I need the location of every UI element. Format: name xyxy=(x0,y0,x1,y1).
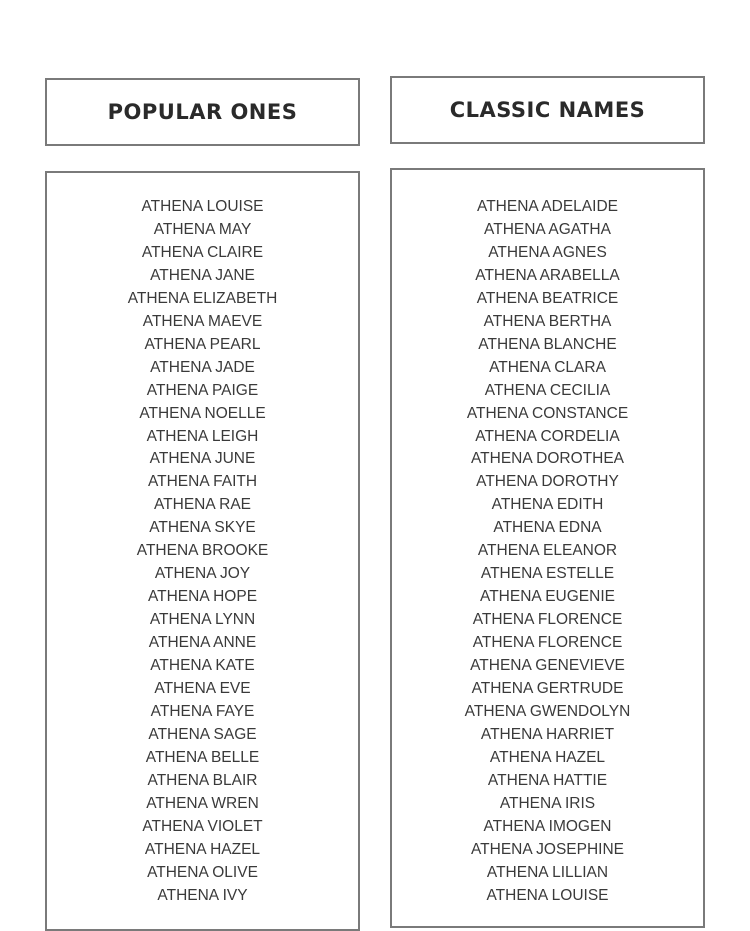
name-list-item: ATHENA DOROTHY xyxy=(476,473,619,491)
popular-ones-list xyxy=(47,196,358,908)
name-list-item: ATHENA AGATHA xyxy=(484,220,611,238)
name-list-item: ATHENA HAZEL xyxy=(489,748,606,766)
classic-names-title: CLASSIC NAMES xyxy=(449,98,646,122)
name-list-item: ATHENA EDITH xyxy=(491,496,604,514)
name-list-item: ATHENA JOSEPHINE xyxy=(470,840,625,858)
name-list-item: ATHENA FAITH xyxy=(147,473,258,491)
popular-ones-header xyxy=(45,78,360,146)
name-list-item: ATHENA FAYE xyxy=(150,702,255,720)
name-list-item: ATHENA LEIGH xyxy=(146,427,259,445)
popular-ones-list-box xyxy=(45,171,360,931)
name-list-item: ATHENA PEARL xyxy=(144,335,261,353)
classic-names-header xyxy=(390,76,705,144)
name-list-item: ATHENA DOROTHEA xyxy=(470,450,624,468)
name-list-item: ATHENA VIOLET xyxy=(142,817,263,835)
name-list-item: ATHENA ELEANOR xyxy=(477,542,618,560)
name-list-item: ATHENA BLANCHE xyxy=(478,335,617,353)
name-list-item: ATHENA EDNA xyxy=(493,519,602,537)
name-list-item: ATHENA LOUISE xyxy=(486,886,609,904)
name-list-item: ATHENA HATTIE xyxy=(487,771,608,789)
name-list-item: ATHENA IRIS xyxy=(499,794,596,812)
name-list-item: ATHENA JADE xyxy=(150,358,255,376)
popular-ones-title: POPULAR ONES xyxy=(107,100,298,124)
name-list-item: ATHENA HAZEL xyxy=(144,840,261,858)
name-list-item: ATHENA FLORENCE xyxy=(472,634,623,652)
name-list-item: ATHENA CECILIA xyxy=(484,381,611,399)
name-list-item: ATHENA CLARA xyxy=(489,358,606,376)
name-list-item: ATHENA HOPE xyxy=(147,588,258,606)
name-list-item: ATHENA KATE xyxy=(150,657,255,675)
name-list-item: ATHENA EUGENIE xyxy=(480,588,615,606)
name-list-item: ATHENA GWENDOLYN xyxy=(464,702,631,720)
name-list-item: ATHENA BLAIR xyxy=(147,771,258,789)
name-list-item: ATHENA RAE xyxy=(153,496,252,514)
name-list-item: ATHENA BELLE xyxy=(145,748,260,766)
name-list-item: ATHENA CLAIRE xyxy=(141,243,264,261)
name-list-item: ATHENA OLIVE xyxy=(147,863,258,881)
name-list-item: ATHENA BERTHA xyxy=(483,312,612,330)
name-list-item: ATHENA JOY xyxy=(154,565,251,583)
name-list-item: ATHENA ELIZABETH xyxy=(127,289,278,307)
name-list-item: ATHENA AGNES xyxy=(488,243,607,261)
name-list-item: ATHENA BROOKE xyxy=(136,542,269,560)
name-list-item: ATHENA EVE xyxy=(154,680,251,698)
name-list-item: ATHENA ESTELLE xyxy=(480,565,615,583)
name-list-item: ATHENA LILLIAN xyxy=(486,863,609,881)
name-list-item: ATHENA CORDELIA xyxy=(475,427,620,445)
name-list-item: ATHENA SAGE xyxy=(148,725,257,743)
name-list-item: ATHENA SKYE xyxy=(149,519,256,537)
name-list-item: ATHENA LOUISE xyxy=(141,198,264,215)
name-list-item: ATHENA JANE xyxy=(150,266,255,284)
name-list-item: ATHENA MAY xyxy=(153,220,252,238)
classic-names-list-box xyxy=(390,168,705,928)
name-list-item: ATHENA JUNE xyxy=(149,450,256,468)
name-list-item: ATHENA IMOGEN xyxy=(483,817,612,835)
name-list-item: ATHENA ANNE xyxy=(148,634,257,652)
name-list-item: ATHENA ARABELLA xyxy=(475,266,620,284)
name-list-item: ATHENA LYNN xyxy=(149,611,256,629)
name-list-item: ATHENA FLORENCE xyxy=(472,611,623,629)
name-list-item: ATHENA MAEVE xyxy=(142,312,263,330)
name-list-item: ATHENA GERTRUDE xyxy=(471,680,624,698)
name-list-item: ATHENA IVY xyxy=(157,886,248,904)
name-list-item: ATHENA GENEVIEVE xyxy=(470,657,625,675)
classic-names-list xyxy=(392,196,703,908)
name-list-item: ATHENA WREN xyxy=(146,794,259,812)
name-list-item: ATHENA BEATRICE xyxy=(476,289,619,307)
name-list-item: ATHENA ADELAIDE xyxy=(477,198,618,215)
name-list-item: ATHENA CONSTANCE xyxy=(466,404,629,422)
name-list-item: ATHENA HARRIET xyxy=(480,725,615,743)
name-list-item: ATHENA PAIGE xyxy=(146,381,259,399)
name-list-item: ATHENA NOELLE xyxy=(139,404,266,422)
